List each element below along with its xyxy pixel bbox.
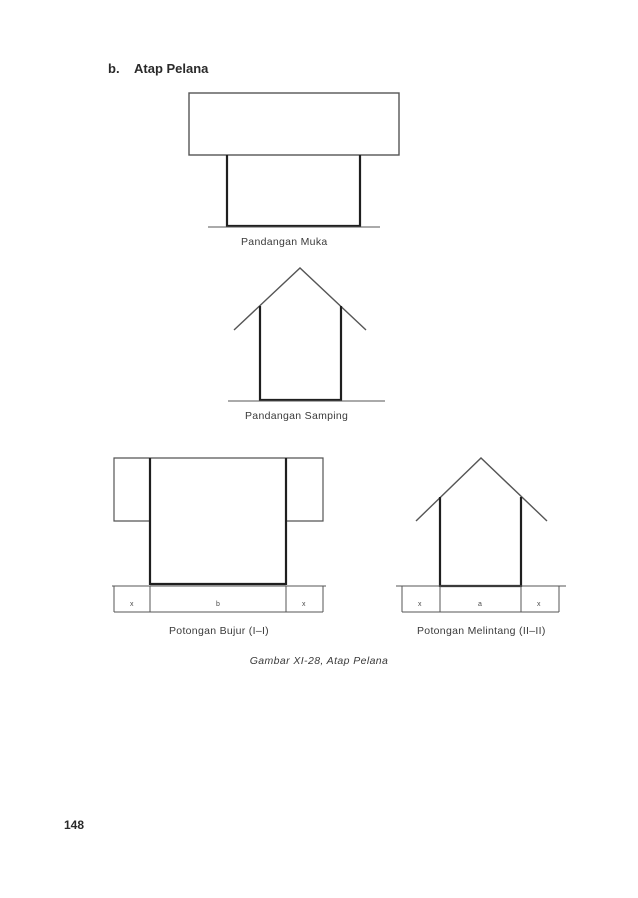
front-view-label: Pandangan Muka — [241, 236, 328, 248]
page-number: 148 — [64, 818, 85, 832]
figure-caption: Gambar XI-28, Atap Pelana — [249, 655, 389, 667]
longitudinal-dim-x-right: x — [302, 601, 306, 608]
side-view — [228, 268, 385, 401]
longitudinal-dim-x-left: x — [130, 601, 134, 608]
side-view-label: Pandangan Samping — [245, 410, 349, 422]
front-view-roof — [189, 93, 399, 155]
longitudinal-dim-b: b — [216, 601, 220, 608]
longitudinal-eave-left — [114, 458, 150, 521]
cross-dim-x-right: x — [537, 601, 541, 608]
longitudinal-section — [112, 458, 326, 612]
longitudinal-eave-right — [286, 458, 323, 521]
front-view — [189, 93, 399, 227]
cross-section — [396, 458, 566, 612]
section-title: Atap Pelana — [134, 61, 209, 76]
cross-section-roof — [416, 458, 547, 521]
cross-section-label: Potongan Melintang (II–II) — [417, 625, 546, 637]
side-view-roof — [234, 268, 366, 330]
cross-dim-a: a — [478, 601, 482, 608]
section-number: b. — [108, 61, 120, 76]
cross-dim-x-left: x — [418, 601, 422, 608]
longitudinal-section-label: Potongan Bujur (I–I) — [169, 625, 269, 637]
